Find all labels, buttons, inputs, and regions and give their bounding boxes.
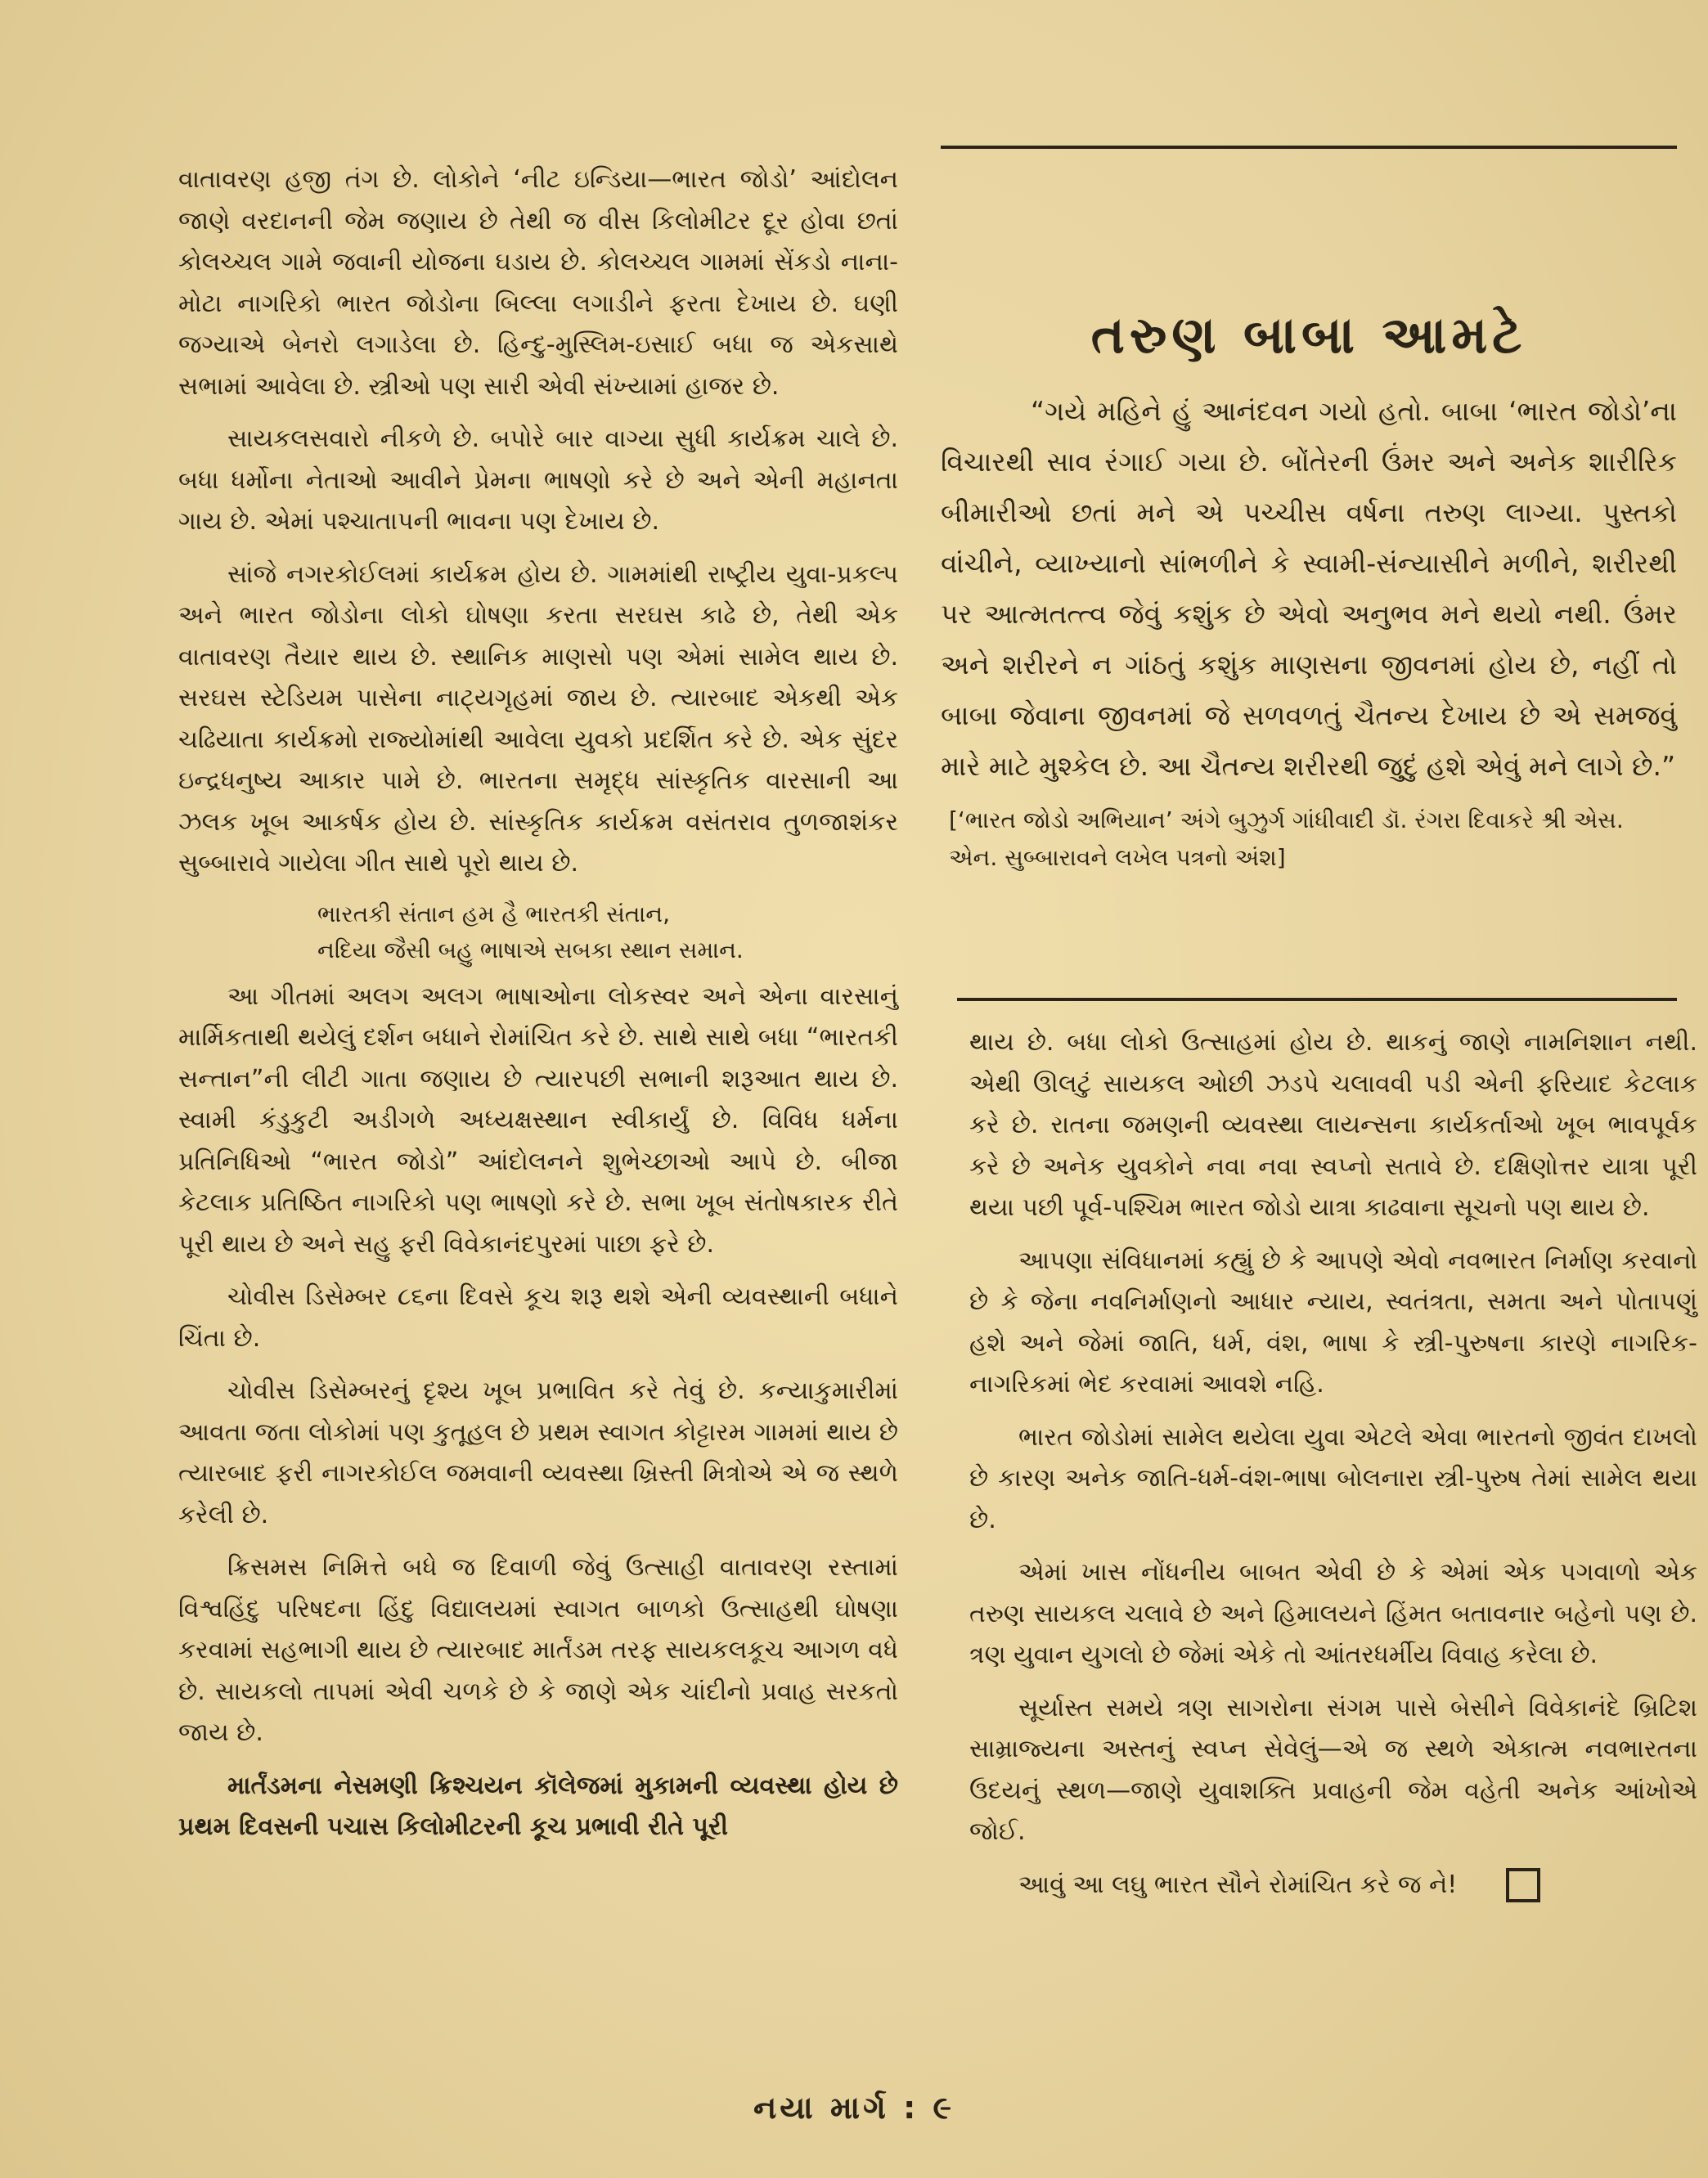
page-footer: નયા માર્ગ : ૯ (753, 2090, 955, 2126)
paragraph: માર્તંડમના નેસમણી ક્રિશ્ચયન કૉલેજમાં મુકામની વ્યવસ્થા હોય છે પ્રથમ દિવસની પચાસ કિલોમીટરની કૂચ પ્રભાવી રીતે પૂરી (178, 1771, 898, 1841)
closing-line: આવું આ લઘુ ભારત સૌને રોમાંચિત કરે જ ને! (1018, 1870, 1458, 1899)
song-line: નદિયા જૈસી બહુ ભાષાએ સબકા સ્થાન સમાન. (317, 936, 744, 963)
song-lyrics (317, 896, 898, 968)
paragraph: સાંજે નગરકોઈલમાં કાર્યક્રમ હોય છે. ગામમાંથી રાષ્ટ્રીય યુવા-પ્રકલ્પ અને ભારત જોડોના લોકો ઘોષણા કરતા સરઘસ કાઢે છે, તેથી એક વાતાવરણ તૈયાર થાય છે. સ્થાનિક માણસો પણ એમાં સામેલ થાય છે. સરઘસ સ્ટેડિયમ પાસેના નાટ્યગૃહમાં જાય છે. ત્યારબાદ એકથી એક ચઢિયાતા કાર્યક્રમો રાજ્યોમાંથી આવેલા યુવકો પ્રદર્શિત કરે છે. એક સુંદર ઇન્દ્રધનુષ્ય આકાર પામે છે. ભારતના સમૃદ્ધ સાંસ્કૃતિક વારસાની આ ઝલક ખૂબ આકર્ષક હોય છે. સાંસ્કૃતિક કાર્યક્રમ વસંતરાવ તુળજાશંકર સુબ્બારાવે ગાયેલા ગીત સાથે પૂરો થાય છે. (178, 559, 898, 878)
paragraph: સૂર્યાસ્ત સમયે ત્રણ સાગરોના સંગમ પાસે બેસીને વિવેકાનંદે બ્રિટિશ સામ્રાજ્યના અસ્તનું સ્વપ્ન સેવેલું—એ જ સ્થળે એકાત્મ નવભારતના ઉદયનું સ્થળ—જાણે યુવાશક્તિ પ્રવાહની જેમ વહેતી અનેક આંખોએ જોઈ. (969, 1693, 1697, 1846)
paragraph: આ ગીતમાં અલગ અલગ ભાષાઓના લોકસ્વર અને એના વારસાનું માર્મિકતાથી થયેલું દર્શન બધાને રોમાંચિત કરે છે. સાથે સાથે બધા “ભારતકી સન્તાન”ની લીટી ગાતા જણાય છે ત્યારપછી સભાની શરૂઆત થાય છે. સ્વામી કંડુકુટી અડીગળે અધ્યક્ષસ્થાન સ્વીકાર્યું છે. વિવિધ ધર્મના પ્રતિનિધિઓ “ભારત જોડો” આંદોલનને શુભેચ્છાઓ આપે છે. બીજા કેટલાક પ્રતિષ્ઠિત નાગરિકો પણ ભાષણો કરે છે. સભા ખૂબ સંતોષકારક રીતે પૂરી થાય છે અને સહુ ફરી વિવેકાનંદપુરમાં પાછા ફરે છે. (178, 981, 898, 1259)
box-title: તરુણ બાબા આમટે (1090, 305, 1527, 365)
paragraph: આપણા સંવિધાનમાં કહ્યું છે કે આપણે એવો નવભારત નિર્માણ કરવાનો છે કે જેના નવનિર્માણનો આધાર ન્યાય, સ્વતંત્રતા, સમતા અને પોતાપણું હશે અને જેમાં જાતિ, ધર્મ, વંશ, ભાષા કે સ્ત્રી-પુરુષના કારણે નાગરિક-નાગરિકમાં ભેદ કરવામાં આવશે નહિ. (969, 1246, 1697, 1399)
paragraph: થાય છે. બધા લોકો ઉત્સાહમાં હોય છે. થાકનું જાણે નામનિશાન નથી. એથી ઊલટું સાયકલ ઓછી ઝડપે ચલાવવી પડી એની ફરિયાદ કેટલાક કરે છે. રાતના જમણની વ્યવસ્થા લાયન્સના કાર્યકર્તાઓ ખૂબ ભાવપૂર્વક કરે છે અનેક યુવકોને નવા નવા સ્વપ્નો સતાવે છે. દક્ષિણોત્તર યાત્રા પૂરી થયા પછી પૂર્વ-પશ્ચિમ ભારત જોડો યાત્રા કાઢવાના સૂચનો પણ થાય છે. (969, 1028, 1697, 1222)
paragraph: એમાં ખાસ નોંધનીય બાબત એવી છે કે એમાં એક પગવાળો એક તરુણ સાયકલ ચલાવે છે અને હિમાલયને હિંમત બતાવનાર બહેનો પણ છે. ત્રણ યુવાન યુગલો છે જેમાં એકે તો આંતરધર્મીય વિવાહ કરેલા છે. (969, 1558, 1697, 1669)
top-rule (941, 146, 1677, 149)
paragraph: વાતાવરણ હજી તંગ છે. લોકોને ‘નીટ ઇન્ડિયા—ભારત જોડો’ આંદોલન જાણે વરદાનની જેમ જણાય છે તેથી જ વીસ કિલોમીટર દૂર હોવા છતાં કોલચ્ચલ ગામે જવાની યોજના ઘડાય છે. કોલચ્ચલ ગામમાં સેંકડો નાના-મોટા નાગરિકો ભારત જોડોના બિલ્લા લગાડીને ફરતા દેખાય છે. ઘણી જગ્યાએ બેનરો લગાડેલા છે. હિન્દુ-મુસ્લિમ-ઇસાઈ બધા જ એકસાથે સભામાં આવેલા છે. સ્ત્રીઓ પણ સારી એવી સંખ્યામાં હાજર છે. (178, 165, 898, 401)
end-mark-icon (1506, 1868, 1540, 1902)
left-column (178, 159, 898, 1860)
paragraph: ચોવીસ ડિસેમ્બરનું દૃશ્ય ખૂબ પ્રભાવિત કરે તેવું છે. કન્યાકુમારીમાં આવતા જતા લોકોમાં પણ કુતૂહલ છે પ્રથમ સ્વાગત કોટ્ટારમ ગામમાં થાય છે ત્યારબાદ ફરી નાગરકોઈલ જમવાની વ્યવસ્થા ખ્રિસ્તી મિત્રોએ એ જ સ્થળે કરેલી છે. (178, 1376, 898, 1529)
box-bottom-rule (957, 998, 1677, 1001)
sidebar-box (941, 303, 1677, 877)
paragraph: ક્રિસમસ નિમિત્તે બધે જ દિવાળી જેવું ઉત્સાહી વાતાવરણ રસ્તામાં વિશ્વહિંદુ પરિષદના હિંદુ વિદ્યાલયમાં સ્વાગત બાળકો ઉત્સાહથી ઘોષણા કરવામાં સહભાગી થાય છે ત્યારબાદ માર્તંડમ તરફ સાયકલકૂચ આગળ વધે છે. સાયકલો તાપમાં એવી ચળકે છે કે જાણે એક ચાંદીનો પ્રવાહ સરકતો જાય છે. (178, 1553, 898, 1747)
box-quote: “ગયે મહિને હું આનંદવન ગયો હતો. બાબા ‘ભારત જોડો’ના વિચારથી સાવ રંગાઈ ગયા છે. બોંતેરની ઉંમર અને અનેક શારીરિક બીમારીઓ છતાં મને એ પચ્ચીસ વર્ષના તરુણ લાગ્યા. પુસ્તકો વાંચીને, વ્યાખ્યાનો સાંભળીને કે સ્વામી-સંન્યાસીને મળીને, શરીરથી પર આત્મતત્ત્વ જેવું કશુંક છે એવો અનુભવ મને થયો નથી. ઉંમર અને શરીરને ન ગાંઠતું કશુંક માણસના જીવનમાં હોય છે, નહીં તો બાબા જેવાના જીવનમાં જે સળવળતું ચૈતન્ય દેખાય છે એ સમજવું મારે માટે મુશ્કેલ છે. આ ચૈતન્ય શરીરથી જુદું હશે એવું મને લાગે છે.” (941, 395, 1677, 782)
song-line: ભારતકી સંતાન હમ હૈ ભારતકી સંતાન, (317, 900, 671, 927)
right-column (969, 1022, 1697, 1917)
paragraph: ચોવીસ ડિસેમ્બર ૮૬ના દિવસે કૂચ શરૂ થશે એની વ્યવસ્થાની બધાને ચિંતા છે. (178, 1282, 898, 1353)
paragraph: ભારત જોડોમાં સામેલ થયેલા યુવા એટલે એવા ભારતનો જીવંત દાખલો છે કારણ અનેક જાતિ-ધર્મ-વંશ-ભાષા બોલનારા સ્ત્રી-પુરુષ તેમાં સામેલ થયા છે. (969, 1422, 1697, 1534)
paragraph: સાયકલસવારો નીકળે છે. બપોરે બાર વાગ્યા સુધી કાર્યક્રમ ચાલે છે. બધા ધર્મોના નેતાઓ આવીને પ્રેમના ભાષણો કરે છે અને એની મહાનતા ગાય છે. એમાં પશ્ચાતાપની ભાવના પણ દેખાય છે. (178, 424, 898, 536)
closing-paragraph (969, 1865, 1697, 1906)
box-note: [‘ભારત જોડો અભિયાન’ અંગે બુઝુર્ગ ગાંધીવાદી ડૉ. રંગરા દિવાકરે શ્રી એસ. એન. સુબ્બારાવને લખેલ પત્રનો અંશ] (949, 806, 1624, 871)
